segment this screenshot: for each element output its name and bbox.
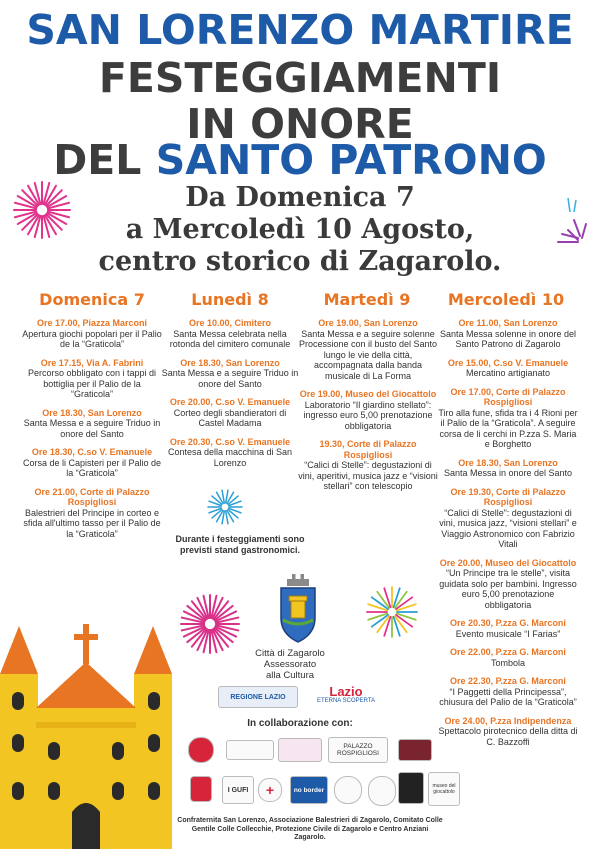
event-time: Ore 18.30, C.so V. Emanuele [31, 447, 153, 457]
event-item [298, 318, 438, 381]
event-text: Apertura giochi popolari per il Palio de la “Graticola” [22, 328, 162, 349]
day-header: Mercoledì 10 [447, 290, 565, 309]
lazio-logo [310, 682, 382, 708]
event-item [438, 716, 578, 748]
event-text: Santa Messa e a seguire Triduo in onore del Santo [161, 368, 299, 389]
sponsor-logo [398, 739, 432, 761]
event-item [438, 558, 578, 611]
city-name: Città di Zagarolo [255, 648, 325, 659]
event-text: “Un Principe tra le stelle”, visita guidata solo per bambini. Ingresso euro 5,00 prenotazione obbligatoria [439, 568, 577, 610]
event-time: Ore 19.00, San Lorenzo [318, 318, 418, 328]
event-item [160, 318, 300, 350]
event-item [438, 487, 578, 550]
event-item [438, 458, 578, 479]
event-time: Ore 18.30, San Lorenzo [180, 357, 280, 368]
sponsor-logo [398, 772, 424, 804]
event-item [22, 487, 162, 540]
event-text: Balestrieri del Principe in corteo e sfida all'ultimo tasso per il Palio de la “Graticola” [23, 507, 161, 539]
event-text: Santa Messa in onore del Santo [443, 468, 573, 478]
schedule-column [298, 318, 438, 500]
red-cross-icon: + [258, 778, 282, 802]
fireworks-icon [178, 592, 242, 656]
event-text: Mercatino artigianato [465, 368, 551, 378]
event-item [160, 397, 300, 429]
event-text: “Calici di Stelle”: degustazioni di vini, musica jazz, “visioni stellari” e Viaggio Astronomico con Fabrizio Vitali [439, 507, 577, 549]
event-item [438, 318, 578, 350]
event-text: Corteo degli sbandieratori di Castel Madama [173, 407, 287, 428]
fireworks-icon [203, 487, 247, 527]
museo-giocattolo-logo [428, 772, 460, 806]
event-item [22, 358, 162, 400]
fireworks-icon [10, 178, 74, 242]
sponsor-logo [334, 776, 362, 804]
event-time: Ore 22.30, P.zza G. Marconi [450, 676, 566, 686]
event-text: “Calici di Stelle”: degustazioni di vini, aperitivi, musica jazz e “visioni stellari” con telescopio [298, 460, 438, 491]
fireworks-icon [364, 584, 420, 640]
sponsor-logo [190, 776, 212, 802]
title-line2: FESTEGGIAMENTI [98, 54, 502, 102]
event-time: Ore 15.00, C.so V. Emanuele [447, 357, 569, 368]
day-header: Martedì 9 [323, 290, 411, 309]
event-time: Ore 21.00, Corte di Palazzo Rospigliosi [34, 486, 150, 507]
event-time: Ore 24.00, P.zza Indipendenza [444, 715, 572, 726]
event-item [22, 447, 162, 479]
lazio-subtext: ETERNA SCOPERTA [316, 698, 376, 704]
subtitle-line3: centro storico di Zagarolo. [98, 246, 502, 277]
schedule-column [22, 318, 162, 547]
lazio-text: Lazio [329, 684, 363, 699]
event-text: Evento musicale “I Farias” [455, 628, 561, 639]
event-time: Ore 22.00, P.zza G. Marconi [450, 647, 566, 657]
palazzo-rospigliosi-text: PALAZZO ROSPIGLIOSI [337, 743, 379, 757]
city-label [235, 648, 345, 681]
event-text: Spettacolo pirotecnico della ditta di C. Bazzoffi [438, 726, 578, 747]
day-header: Domenica 7 [39, 290, 145, 309]
event-item [438, 618, 578, 639]
subtitle-line2: a Mercoledì 10 Agosto, [125, 214, 475, 245]
event-time: Ore 20.30, P.zza G. Marconi [450, 618, 566, 628]
fireworks-icon [548, 190, 592, 246]
i-gufi-text: I GUFI [227, 786, 249, 794]
palazzo-rospigliosi-logo [328, 737, 388, 763]
regione-lazio-logo [218, 686, 298, 708]
church-icon [0, 622, 172, 849]
event-item [160, 358, 300, 390]
event-item [160, 437, 300, 469]
event-text: Tiro alla fune, sfida tra i 4 Rioni per il Palio de la “Graticola”. A seguire corsa de li cerchi in P.zza S. Maria e Borghetto [438, 407, 578, 449]
event-time: Ore 20.00, Museo del Giocattolo [439, 557, 577, 568]
title-line4-b: SANTO PATRONO [155, 136, 547, 184]
event-item [438, 387, 578, 450]
event-text: Santa Messa e a seguire solenne Processione con il busto del Santo lungo le vie della città, accompagnata dalla banda musicale di La Forma [298, 328, 438, 381]
no-border-logo [290, 776, 328, 804]
event-time: Ore 18.30, San Lorenzo [458, 457, 558, 468]
event-item [22, 408, 162, 440]
collaboration-label: In collaborazione con: [247, 718, 353, 729]
event-item [22, 318, 162, 350]
event-time: Ore 11.00, San Lorenzo [458, 318, 558, 328]
event-time: Ore 18.30, San Lorenzo [42, 407, 142, 418]
regione-lazio-text: REGIONE LAZIO [230, 693, 286, 701]
city-dept: Assessorato [263, 659, 317, 670]
event-text: Santa Messa e a seguire Triduo in onore del Santo [23, 418, 161, 439]
event-text: Santa Messa celebrata nella rotonda del cimitero comunale [169, 328, 291, 349]
event-time: Ore 20.30, C.so V. Emanuele [169, 436, 291, 447]
sponsor-logo [188, 737, 214, 763]
event-item [298, 439, 438, 492]
event-time: 19.30, Corte di Palazzo Rospigliosi [319, 439, 417, 460]
title-line4-a: DEL [53, 136, 142, 184]
event-item [298, 389, 438, 431]
event-time: Ore 19.30, Corte di Palazzo Rospigliosi [450, 486, 566, 507]
event-text: Santa Messa solenne in onore del Santo Patrono di Zagarolo [439, 328, 577, 349]
schedule-column [438, 318, 578, 755]
subtitle-line1: Da Domenica 7 [185, 182, 415, 213]
footer-credits: Confraternita San Lorenzo, Associazione Balestrieri di Zagarolo, Comitato Colle Gentile Colle Collecchie, Protezione Civile di Zagarolo e Centro Anziani Zagarolo. [177, 817, 443, 841]
food-stands-note: Durante i festeggiamenti sono previsti stand gastronomici. [175, 534, 305, 555]
event-text: Tombola [490, 657, 526, 668]
event-text: Corsa de li Capisteri per il Palio de la “Graticola” [22, 457, 162, 478]
title-line4 [0, 136, 600, 184]
event-item [438, 647, 578, 668]
event-time: Ore 17.00, Corte di Palazzo Rospigliosi [450, 386, 566, 407]
museo-giocattolo-text: museo del giocattolo [432, 783, 456, 795]
day-header: Lunedì 8 [191, 290, 269, 309]
event-text: Percorso obbligato con i tappi di bottiglia per il Palio de la “Graticola” [27, 368, 157, 399]
event-item [438, 358, 578, 379]
event-time: Ore 19.00, Museo del Giocattolo [299, 389, 437, 399]
i-gufi-logo [222, 776, 254, 804]
event-time: Ore 10.00, Cimitero [188, 318, 272, 328]
schedule-column [160, 318, 300, 476]
sponsor-logo [278, 738, 322, 762]
city-crest-icon [275, 572, 321, 644]
title-line1: SAN LORENZO MARTIRE [26, 6, 574, 54]
event-text: Contesa della macchina di San Lorenzo [167, 447, 293, 468]
title-line3: IN ONORE [186, 100, 414, 148]
sponsor-logo [226, 740, 274, 760]
event-item [438, 676, 578, 708]
sponsor-logo [368, 776, 396, 806]
event-time: Ore 17.15, Via A. Fabrini [40, 357, 144, 368]
event-time: Ore 20.00, C.so V. Emanuele [169, 397, 291, 407]
event-time: Ore 17.00, Piazza Marconi [36, 318, 148, 328]
city-dept-2: alla Cultura [265, 670, 315, 681]
event-text: “I Paggetti della Principessa”, chiusura del Palio de la “Graticola” [439, 686, 577, 707]
event-text: Laboratorio “Il giardino stellato”: ingresso euro 5,00 prenotazione obbligatoria [303, 399, 433, 431]
no-border-text: no border [293, 786, 325, 794]
